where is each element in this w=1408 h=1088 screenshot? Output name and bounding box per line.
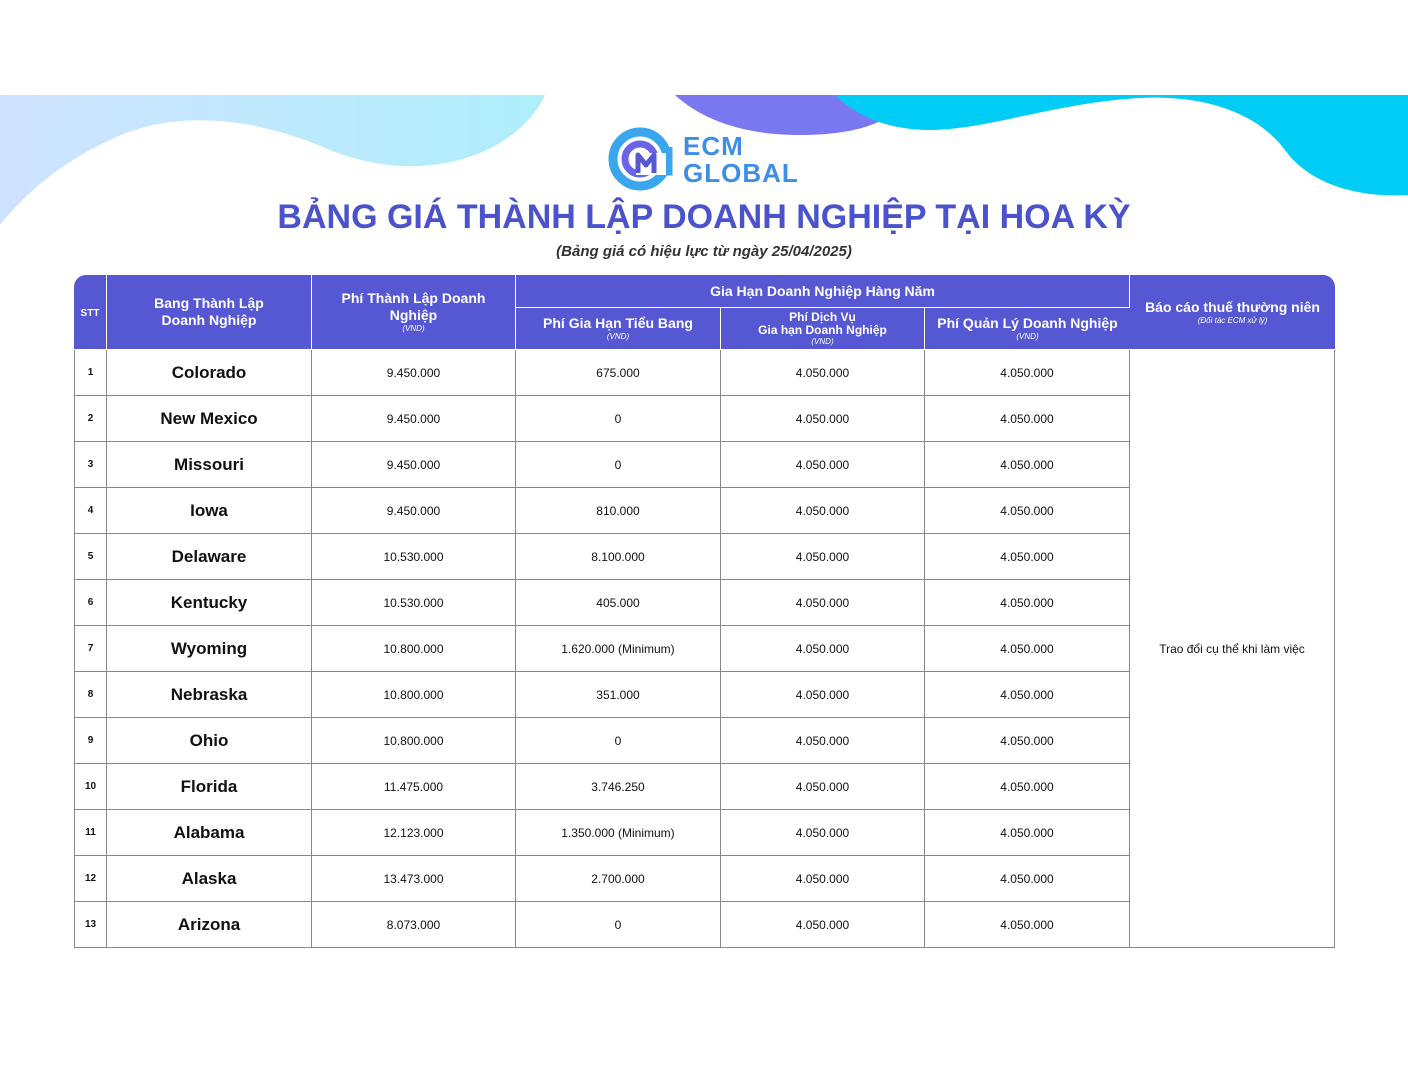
row-state-renewal-fee: 810.000 xyxy=(516,488,721,534)
row-management-fee: 4.050.000 xyxy=(925,626,1130,672)
row-service-fee: 4.050.000 xyxy=(721,396,925,442)
logo-wordmark xyxy=(683,133,799,187)
row-state: Kentucky xyxy=(107,580,312,626)
row-state: Alaska xyxy=(107,856,312,902)
row-management-fee: 4.050.000 xyxy=(925,810,1130,856)
row-management-fee: 4.050.000 xyxy=(925,442,1130,488)
row-management-fee: 4.050.000 xyxy=(925,718,1130,764)
page-subtitle: (Bảng giá có hiệu lực từ ngày 25/04/2025) xyxy=(556,243,852,260)
row-formation-fee: 11.475.000 xyxy=(312,764,516,810)
row-formation-fee: 10.800.000 xyxy=(312,626,516,672)
row-service-fee: 4.050.000 xyxy=(721,856,925,902)
header-state: Bang Thành Lập Doanh Nghiệp xyxy=(107,275,312,350)
row-formation-fee: 10.800.000 xyxy=(312,672,516,718)
row-management-fee: 4.050.000 xyxy=(925,534,1130,580)
row-state: Arizona xyxy=(107,902,312,948)
row-management-fee: 4.050.000 xyxy=(925,488,1130,534)
row-management-fee: 4.050.000 xyxy=(925,396,1130,442)
row-stt: 9 xyxy=(74,718,107,764)
row-formation-fee: 10.530.000 xyxy=(312,534,516,580)
row-management-fee: 4.050.000 xyxy=(925,350,1130,396)
row-state-renewal-fee: 3.746.250 xyxy=(516,764,721,810)
row-state: Nebraska xyxy=(107,672,312,718)
row-service-fee: 4.050.000 xyxy=(721,718,925,764)
row-service-fee: 4.050.000 xyxy=(721,442,925,488)
row-state-renewal-fee: 8.100.000 xyxy=(516,534,721,580)
row-state-renewal-fee: 1.620.000 (Minimum) xyxy=(516,626,721,672)
row-formation-fee: 10.800.000 xyxy=(312,718,516,764)
row-state-renewal-fee: 2.700.000 xyxy=(516,856,721,902)
row-stt: 4 xyxy=(74,488,107,534)
row-stt: 2 xyxy=(74,396,107,442)
table-row xyxy=(74,350,1335,396)
row-stt: 10 xyxy=(74,764,107,810)
row-state-renewal-fee: 405.000 xyxy=(516,580,721,626)
row-management-fee: 4.050.000 xyxy=(925,764,1130,810)
row-management-fee: 4.050.000 xyxy=(925,902,1130,948)
row-stt: 8 xyxy=(74,672,107,718)
row-stt: 7 xyxy=(74,626,107,672)
header-management-fee: Phí Quản Lý Doanh Nghiệp (VND) xyxy=(925,308,1130,350)
header-state-renewal-fee: Phí Gia Hạn Tiểu Bang (VND) xyxy=(516,308,721,350)
header-formation-fee: Phí Thành Lập Doanh Nghiệp (VND) xyxy=(312,275,516,350)
row-stt: 12 xyxy=(74,856,107,902)
row-state-renewal-fee: 0 xyxy=(516,442,721,488)
row-stt: 13 xyxy=(74,902,107,948)
logo-line-global: GLOBAL xyxy=(683,158,799,188)
row-service-fee: 4.050.000 xyxy=(721,902,925,948)
row-service-fee: 4.050.000 xyxy=(721,488,925,534)
row-formation-fee: 9.450.000 xyxy=(312,488,516,534)
row-state-renewal-fee: 675.000 xyxy=(516,350,721,396)
tax-report-value: Trao đổi cụ thể khi làm việc xyxy=(1130,350,1335,948)
header-service-fee: Phí Dịch Vụ Gia hạn Doanh Nghiệp (VND) xyxy=(721,308,925,350)
row-stt: 1 xyxy=(74,350,107,396)
header-stt: STT xyxy=(74,275,107,350)
row-state: Missouri xyxy=(107,442,312,488)
row-service-fee: 4.050.000 xyxy=(721,672,925,718)
row-state: Ohio xyxy=(107,718,312,764)
row-state-renewal-fee: 0 xyxy=(516,902,721,948)
row-formation-fee: 10.530.000 xyxy=(312,580,516,626)
row-formation-fee: 8.073.000 xyxy=(312,902,516,948)
row-stt: 5 xyxy=(74,534,107,580)
row-service-fee: 4.050.000 xyxy=(721,350,925,396)
row-state: Colorado xyxy=(107,350,312,396)
row-state-renewal-fee: 1.350.000 (Minimum) xyxy=(516,810,721,856)
price-table-body xyxy=(74,350,1335,948)
row-state: Alabama xyxy=(107,810,312,856)
row-management-fee: 4.050.000 xyxy=(925,856,1130,902)
row-management-fee: 4.050.000 xyxy=(925,580,1130,626)
row-state-renewal-fee: 0 xyxy=(516,718,721,764)
row-state: Florida xyxy=(107,764,312,810)
row-management-fee: 4.050.000 xyxy=(925,672,1130,718)
row-state: New Mexico xyxy=(107,396,312,442)
row-stt: 6 xyxy=(74,580,107,626)
row-state-renewal-fee: 351.000 xyxy=(516,672,721,718)
row-state: Iowa xyxy=(107,488,312,534)
row-formation-fee: 9.450.000 xyxy=(312,350,516,396)
header-tax-report: Báo cáo thuế thường niên (Đối tác ECM xử lý) xyxy=(1130,275,1335,350)
row-state: Delaware xyxy=(107,534,312,580)
page-title: BẢNG GIÁ THÀNH LẬP DOANH NGHIỆP TẠI HOA KỲ xyxy=(277,198,1131,236)
row-formation-fee: 9.450.000 xyxy=(312,396,516,442)
logo-line-ecm: ECM xyxy=(683,131,744,161)
wave-cyan xyxy=(835,95,1408,195)
row-service-fee: 4.050.000 xyxy=(721,580,925,626)
row-service-fee: 4.050.000 xyxy=(721,534,925,580)
row-service-fee: 4.050.000 xyxy=(721,810,925,856)
row-formation-fee: 13.473.000 xyxy=(312,856,516,902)
price-table xyxy=(74,275,1335,948)
row-service-fee: 4.050.000 xyxy=(721,626,925,672)
row-stt: 3 xyxy=(74,442,107,488)
row-state-renewal-fee: 0 xyxy=(516,396,721,442)
row-stt: 11 xyxy=(74,810,107,856)
row-service-fee: 4.050.000 xyxy=(721,764,925,810)
row-formation-fee: 9.450.000 xyxy=(312,442,516,488)
row-state: Wyoming xyxy=(107,626,312,672)
header-annual-renewal-group: Gia Hạn Doanh Nghiệp Hàng Năm xyxy=(516,275,1130,308)
row-formation-fee: 12.123.000 xyxy=(312,810,516,856)
